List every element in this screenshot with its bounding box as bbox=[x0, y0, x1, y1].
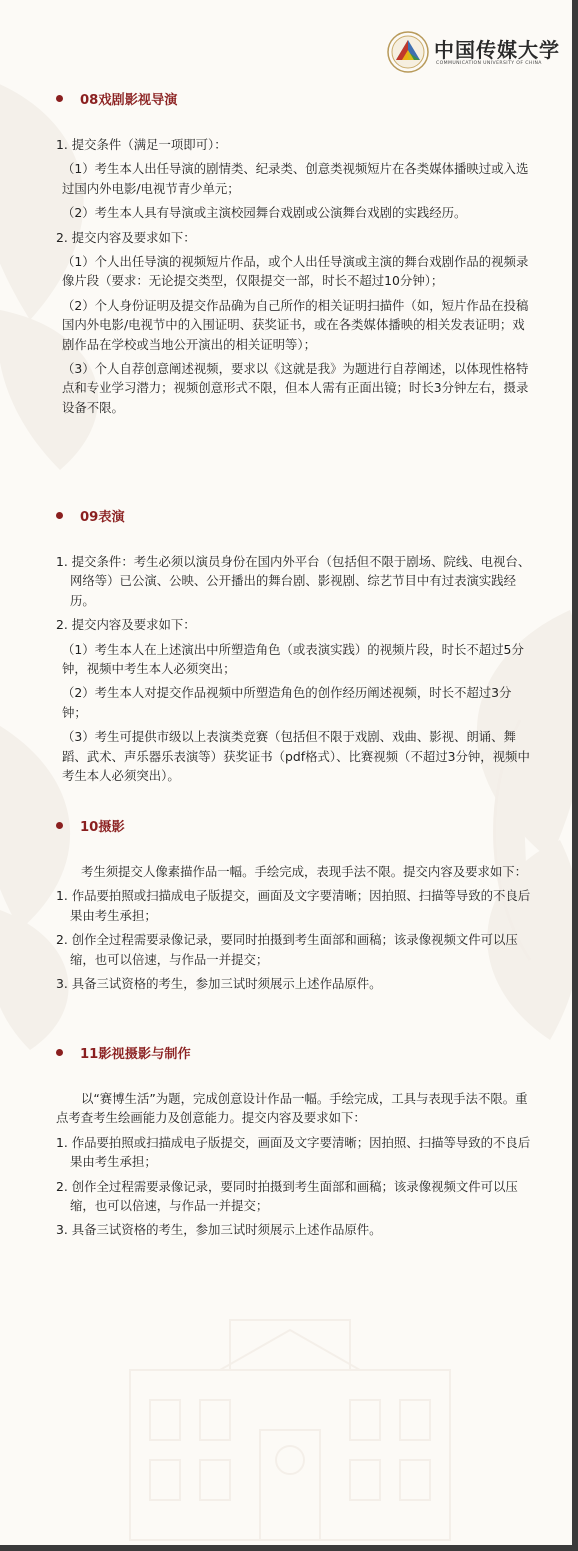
section-body-11 bbox=[56, 1089, 532, 1245]
bullet-icon bbox=[56, 95, 63, 102]
section-heading-10: 10摄影 bbox=[56, 816, 125, 835]
list-item: （2）考生本人对提交作品视频中所塑造角色的创作经历阐述视频，时长不超过3分钟； bbox=[62, 685, 512, 720]
university-name-english: COMMUNICATION UNIVERSITY OF CHINA bbox=[436, 61, 542, 66]
university-logo bbox=[386, 28, 566, 76]
list-item: 2. 创作全过程需要录像记录，要同时拍摄到考生面部和画稿；该录像视频文件可以压缩，也可以倍速，与作品一并提交； bbox=[56, 1178, 518, 1214]
list-item: 2. 创作全过程需要录像记录，要同时拍摄到考生面部和画稿；该录像视频文件可以压缩，也可以倍速，与作品一并提交； bbox=[56, 932, 518, 967]
section-heading-09: 09表演 bbox=[56, 506, 125, 525]
list-item: 1. 提交条件：考生必须以演员身份在国内外平台（包括但不限于剧场、院线、电视台、网络等）已公演、公映、公开播出的舞台剧、影视剧、综艺节目中有过表演实践经历。 bbox=[56, 554, 531, 608]
list-item: （3）个人自荐创意阐述视频，要求以《这就是我》为题进行自荐阐述，以体现性格特点和专业学习潜力；视频创意形式不限，但本人需有正面出镜；时长3分钟左右，摄录设备不限。 bbox=[62, 361, 529, 415]
list-item: （2）考生本人具有导演或主演校园舞台戏剧或公演舞台戏剧的实践经历。 bbox=[62, 205, 467, 221]
list-item: （3）考生可提供市级以上表演类竞赛（包括但不限于戏剧、戏曲、影视、朗诵、舞蹈、武术、声乐器乐表演等）获奖证书（pdf格式）、比赛视频（不超过3分钟，视频中考生本人必须突出）。 bbox=[62, 729, 530, 784]
building-watermark bbox=[110, 1310, 470, 1545]
section-intro: 考生须提交人像素描作品一幅。手绘完成，表现手法不限。提交内容及要求如下： bbox=[81, 864, 528, 879]
window-border-bottom bbox=[0, 1545, 578, 1551]
list-item: 2. 提交内容及要求如下： bbox=[56, 617, 196, 633]
section-heading-08: 08戏剧影视导演 bbox=[56, 89, 177, 108]
section-body-10 bbox=[56, 862, 532, 998]
list-item: 2. 提交内容及要求如下： bbox=[56, 229, 196, 245]
list-item: （2）个人身份证明及提交作品确为自己所作的相关证明扫描件（如，短片作品在投稿国内外电影/电视节中的入围证明、获奖证书，或在各类媒体播映的相关发表证明；戏剧作品在学校或当地公开演出的相关证明等）； bbox=[62, 297, 529, 352]
section-body-09 bbox=[56, 552, 532, 790]
list-item: （1）考生本人在上述演出中所塑造角色（或表演实践）的视频片段，时长不超过5分钟，视频中考生本人必须突出； bbox=[62, 641, 524, 677]
bullet-icon bbox=[56, 822, 63, 829]
list-item: 1. 作品要拍照或扫描成电子版提交，画面及文字要清晰；因拍照、扫描等导致的不良后果由考生承担； bbox=[56, 1134, 531, 1170]
university-name: 中国传媒大学 bbox=[434, 38, 560, 62]
list-item: （1）考生本人出任导演的剧情类、纪录类、创意类视频短片在各类媒体播映过或入选过国内外电影/电视节青少单元； bbox=[62, 161, 529, 196]
bullet-icon bbox=[56, 1049, 63, 1056]
list-item: 3. 具备三试资格的考生，参加三试时须展示上述作品原件。 bbox=[56, 976, 382, 992]
section-body-08 bbox=[56, 135, 532, 422]
list-item: 1. 提交条件（满足一项即可）： bbox=[56, 137, 227, 152]
list-item: （1）个人出任导演的视频短片作品，或个人出任导演或主演的舞台戏剧作品的视频录像片段（要求：无论提交类型，仅限提交一部，时长不超过10分钟）； bbox=[62, 254, 529, 289]
university-emblem-icon bbox=[386, 30, 430, 74]
window-border-right bbox=[572, 0, 578, 1551]
bullet-icon bbox=[56, 512, 63, 519]
section-intro: 以“赛博生活”为题，完成创意设计作品一幅。手绘完成，工具与表现手法不限。重点考查考生绘画能力及创意能力。提交内容及要求如下： bbox=[56, 1091, 528, 1126]
list-item: 3. 具备三试资格的考生，参加三试时须展示上述作品原件。 bbox=[56, 1222, 382, 1238]
list-item: 1. 作品要拍照或扫描成电子版提交，画面及文字要清晰；因拍照、扫描等导致的不良后果由考生承担； bbox=[56, 888, 531, 923]
section-heading-11: 11影视摄影与制作 bbox=[56, 1043, 191, 1062]
